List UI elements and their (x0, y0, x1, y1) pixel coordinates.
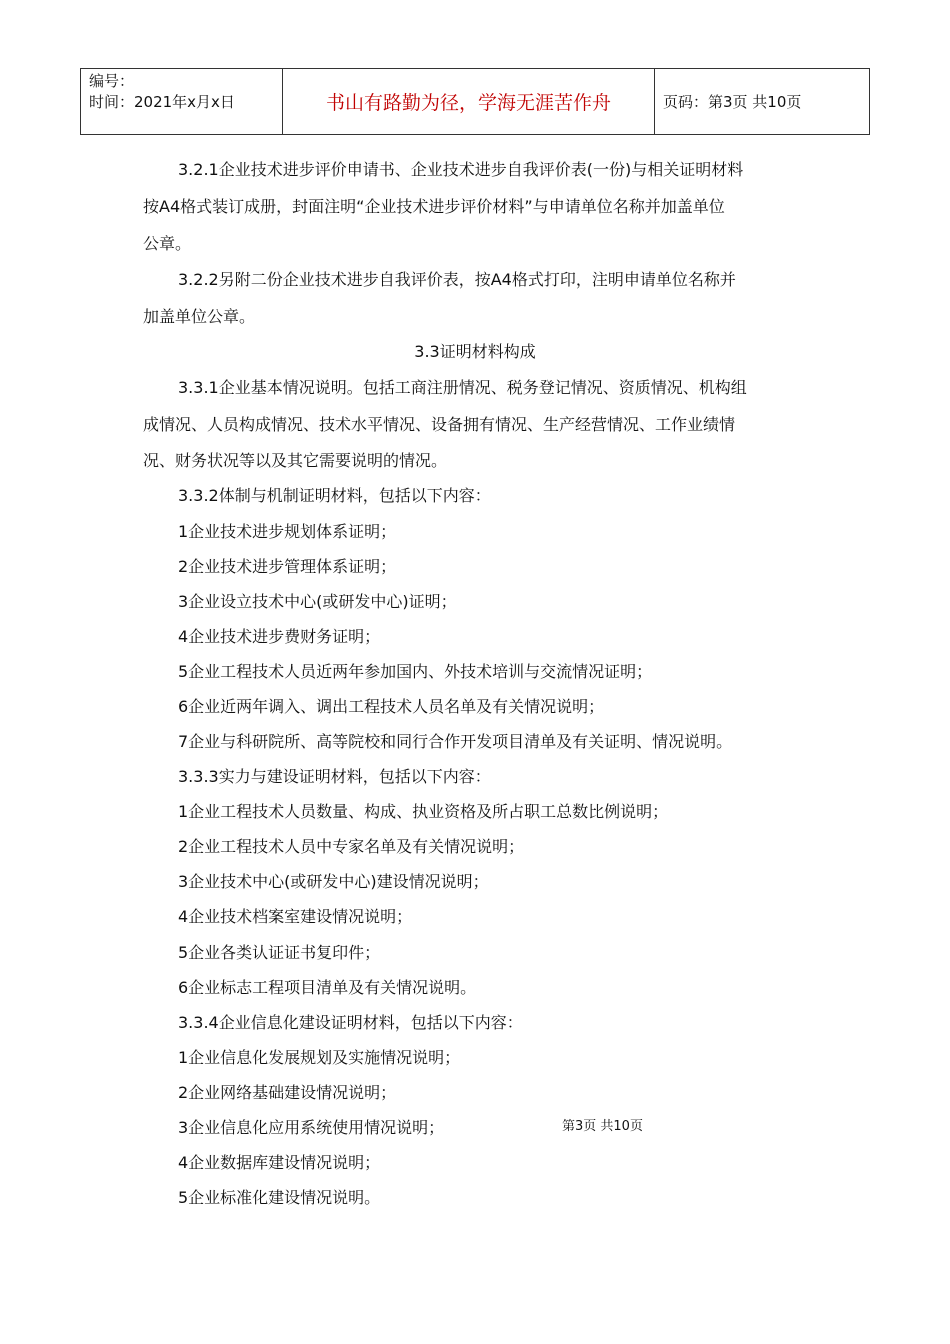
paragraph-line: 按A4格式装订成册，封面注明“企业技术进步评价材料”与申请单位名称并加盖单位 (143, 197, 725, 216)
list-item: 6企业近两年调入、调出工程技术人员名单及有关情况说明； (178, 697, 605, 716)
paragraph-line: 成情况、人员构成情况、技术水平情况、设备拥有情况、生产经营情况、工作业绩情 (143, 415, 736, 434)
list-item: 5企业工程技术人员近两年参加国内、外技术培训与交流情况证明； (178, 662, 653, 681)
list-item: 4企业技术进步费财务证明； (178, 627, 381, 646)
list-item: 1企业技术进步规划体系证明； (178, 522, 397, 541)
page-footer: 第3页 共10页 (562, 1119, 643, 1134)
page-header (80, 68, 870, 135)
header-page-info: 页码：第3页 共10页 (663, 93, 802, 111)
list-item: 3企业技术中心(或研发中心)建设情况说明； (178, 872, 489, 891)
paragraph-line: 3.3.3实力与建设证明材料，包括以下内容： (178, 767, 491, 786)
list-item: 3企业设立技术中心(或研发中心)证明； (178, 592, 457, 611)
list-item: 5企业标准化建设情况说明。 (178, 1188, 381, 1207)
paragraph-line: 3.3.2体制与机制证明材料，包括以下内容： (178, 486, 491, 505)
list-item: 2企业工程技术人员中专家名单及有关情况说明； (178, 837, 525, 856)
paragraph-line: 3.3.4企业信息化建设证明材料，包括以下内容： (178, 1013, 523, 1032)
list-item: 5企业各类认证证书复印件； (178, 943, 381, 962)
list-item: 3企业信息化应用系统使用情况说明； (178, 1118, 445, 1137)
number-label: 编号： (89, 72, 135, 90)
list-item: 1企业工程技术人员数量、构成、执业资格及所占职工总数比例说明； (178, 802, 669, 821)
list-item: 1企业信息化发展规划及实施情况说明； (178, 1048, 461, 1067)
paragraph-line: 加盖单位公章。 (143, 307, 256, 326)
header-meta (81, 69, 283, 134)
list-item: 2企业技术进步管理体系证明； (178, 557, 397, 576)
list-item: 7企业与科研院所、高等院校和同行合作开发项目清单及有关证明、情况说明。 (178, 732, 733, 751)
date-label: 时间：2021年x月x日 (89, 93, 235, 111)
paragraph-line: 公章。 (143, 234, 192, 253)
list-item: 2企业网络基础建设情况说明； (178, 1083, 397, 1102)
list-item: 4企业数据库建设情况说明； (178, 1153, 381, 1172)
paragraph-line: 3.3.1企业基本情况说明。包括工商注册情况、税务登记情况、资质情况、机构组 (178, 378, 747, 397)
header-motto: 书山有路勤为径，学海无涯苦作舟 (283, 69, 655, 134)
paragraph-line: 况、财务状况等以及其它需要说明的情况。 (143, 451, 448, 470)
section-heading: 3.3证明材料构成 (414, 342, 536, 361)
paragraph-line: 3.2.1企业技术进步评价申请书、企业技术进步自我评价表(一份)与相关证明材料 (178, 160, 744, 179)
list-item: 4企业技术档案室建设情况说明； (178, 907, 413, 926)
paragraph-line: 3.2.2另附二份企业技术进步自我评价表，按A4格式打印，注明申请单位名称并 (178, 270, 736, 289)
list-item: 6企业标志工程项目清单及有关情况说明。 (178, 978, 477, 997)
